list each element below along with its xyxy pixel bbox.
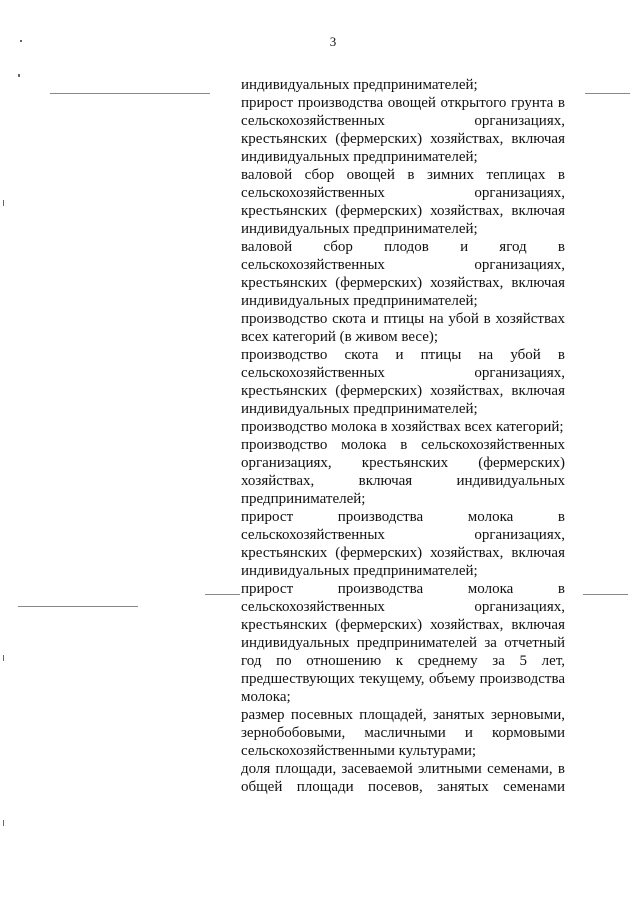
page-number: 3 [329, 34, 337, 49]
paragraph: индивидуальных предпринимателей; [241, 77, 478, 93]
paragraph: валовой сбор овощей в зимних теплицах в сельскохозяйственных организациях, крестьянских (фермерских) хозяйствах, включая индивидуальных предпринимателей; [241, 167, 565, 237]
paragraph: валовой сбор плодов и ягод в сельскохозяйственных организациях, крестьянских (фермерских) хозяйствах, включая индивидуальных предпринимателей; [241, 239, 565, 309]
paragraph-continued: доля площади, засеваемой элитными семенами, в общей площади посевов, занятых семенами [241, 761, 565, 795]
scan-dash [205, 594, 240, 595]
paragraph: производство скота и птицы на убой в сельскохозяйственных организациях, крестьянских (фермерских) хозяйствах, включая индивидуальных предпринимателей; [241, 347, 565, 417]
scan-speck [20, 40, 22, 42]
paragraph: производство скота и птицы на убой в хозяйствах всех категорий (в живом весе); [241, 311, 565, 345]
scan-dash [18, 606, 138, 607]
document-body [241, 76, 565, 796]
paragraph: прирост производства молока в сельскохозяйственных организациях, крестьянских (фермерских) хозяйствах, включая индивидуальных предпринимателей; [241, 509, 565, 579]
paragraph: прирост производства молока в сельскохозяйственных организациях, крестьянских (фермерских) хозяйствах, включая индивидуальных предпринимателей за отчетный год по отношению к среднему за 5 лет, предшествующих текущему, объему производства молока; [241, 581, 565, 705]
scan-speck [3, 655, 4, 661]
scan-dash [50, 93, 210, 94]
scan-dash [585, 93, 630, 94]
scan-speck [3, 820, 4, 826]
paragraph: производство молока в сельскохозяйственных организациях, крестьянских (фермерских) хозяйствах, включая индивидуальных предпринимателей; [241, 437, 565, 507]
scan-speck [18, 74, 20, 77]
paragraph: размер посевных площадей, занятых зерновыми, зернобобовыми, масличными и кормовыми сельскохозяйственными культурами; [241, 707, 565, 759]
scan-speck [3, 200, 4, 206]
paragraph: производство молока в хозяйствах всех категорий; [241, 419, 564, 435]
paragraph: прирост производства овощей открытого грунта в сельскохозяйственных организациях, крестьянских (фермерских) хозяйствах, включая индивидуальных предпринимателей; [241, 95, 565, 165]
scan-dash [583, 594, 628, 595]
